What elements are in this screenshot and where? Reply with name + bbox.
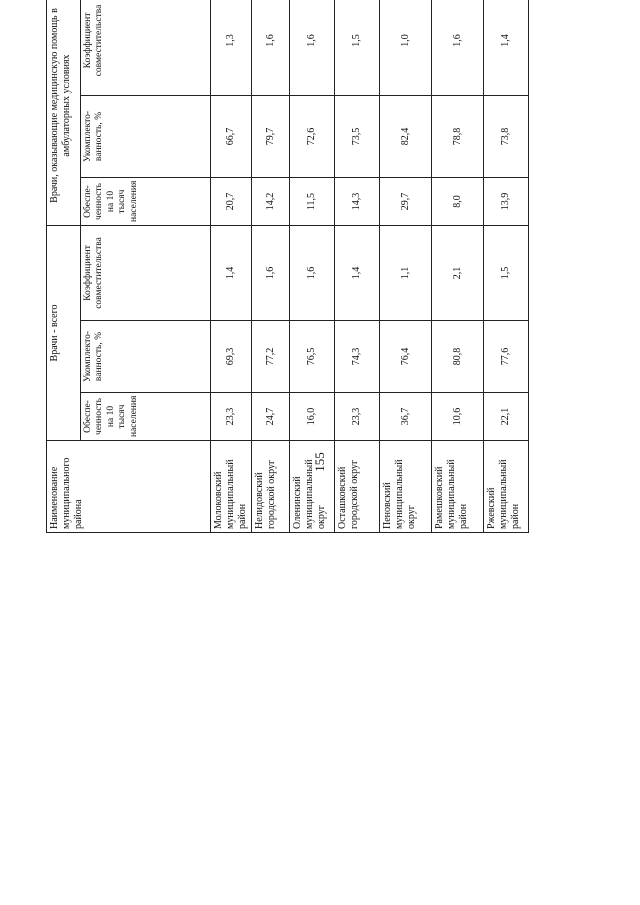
cell-value: 23,3 (211, 393, 252, 441)
cell-value: 1,6 (252, 226, 290, 321)
data-table (46, 0, 529, 533)
district-name: Рамешковский муниципальный район (432, 441, 484, 533)
table-row (252, 0, 290, 533)
cell-value: 73,8 (484, 96, 529, 178)
cell-value: 1,1 (380, 226, 432, 321)
district-name: Нелидовский городской округ (252, 441, 290, 533)
cell-value: 22,1 (484, 393, 529, 441)
cell-value: 1,4 (484, 0, 529, 96)
subheader-provision: Обеспе-ченность на 10 тысяч населения (81, 178, 211, 226)
cell-value: 1,4 (211, 226, 252, 321)
cell-value: 24,7 (252, 393, 290, 441)
cell-value: 1,6 (432, 0, 484, 96)
cell-value: 1,0 (380, 0, 432, 96)
table-row (432, 0, 484, 533)
cell-value: 1,4 (335, 226, 380, 321)
cell-value: 23,3 (335, 393, 380, 441)
cell-value: 69,3 (211, 321, 252, 393)
cell-value: 8,0 (432, 178, 484, 226)
subheader-combination: Коэффициент совместительства (81, 0, 211, 96)
cell-value: 66,7 (211, 96, 252, 178)
cell-value: 36,7 (380, 393, 432, 441)
name-header: Наименование муниципального района (47, 441, 211, 533)
cell-value: 1,5 (335, 0, 380, 96)
cell-value: 14,2 (252, 178, 290, 226)
cell-value: 1,5 (484, 226, 529, 321)
cell-value: 13,9 (484, 178, 529, 226)
subheader-staffing: Укомплекто-ванность, % (81, 321, 211, 393)
cell-value: 11,5 (290, 178, 335, 226)
table-row (335, 0, 380, 533)
table-row (484, 0, 529, 533)
cell-value: 1,6 (252, 0, 290, 96)
table-row (290, 0, 335, 533)
district-name: Оленинский муниципальный округ (290, 441, 335, 533)
cell-value: 82,4 (380, 96, 432, 178)
district-name: Пеновский муниципальный округ (380, 441, 432, 533)
subheader-combination: Коэффициент совместительства (81, 226, 211, 321)
cell-value: 14,3 (335, 178, 380, 226)
group-header-outpatient-doctors: Врачи, оказывающие медицинскую помощь в амбулаторных условиях (47, 0, 81, 226)
cell-value: 20,7 (211, 178, 252, 226)
cell-value: 1,6 (290, 0, 335, 96)
cell-value: 76,4 (380, 321, 432, 393)
table-row (211, 0, 252, 533)
table-container (46, 0, 521, 533)
cell-value: 74,3 (335, 321, 380, 393)
table-row (380, 0, 432, 533)
cell-value: 77,6 (484, 321, 529, 393)
district-name: Ржевский муниципальный район (484, 441, 529, 533)
cell-value: 1,6 (290, 226, 335, 321)
subheader-staffing: Укомплекто-ванность, % (81, 96, 211, 178)
cell-value: 78,8 (432, 96, 484, 178)
cell-value: 73,5 (335, 96, 380, 178)
group-header-all-doctors: Врачи - всего (47, 226, 81, 441)
cell-value: 80,8 (432, 321, 484, 393)
cell-value: 16,0 (290, 393, 335, 441)
cell-value: 2,1 (432, 226, 484, 321)
district-name: Осташковский городской округ (335, 441, 380, 533)
page-number: 155 (312, 452, 327, 472)
district-name: Молоковский муниципальный район (211, 441, 252, 533)
cell-value: 77,2 (252, 321, 290, 393)
cell-value: 72,6 (290, 96, 335, 178)
subheader-provision: Обеспе-ченность на 10 тысяч населения (81, 393, 211, 441)
cell-value: 29,7 (380, 178, 432, 226)
cell-value: 79,7 (252, 96, 290, 178)
cell-value: 10,6 (432, 393, 484, 441)
cell-value: 76,5 (290, 321, 335, 393)
cell-value: 1,3 (211, 0, 252, 96)
